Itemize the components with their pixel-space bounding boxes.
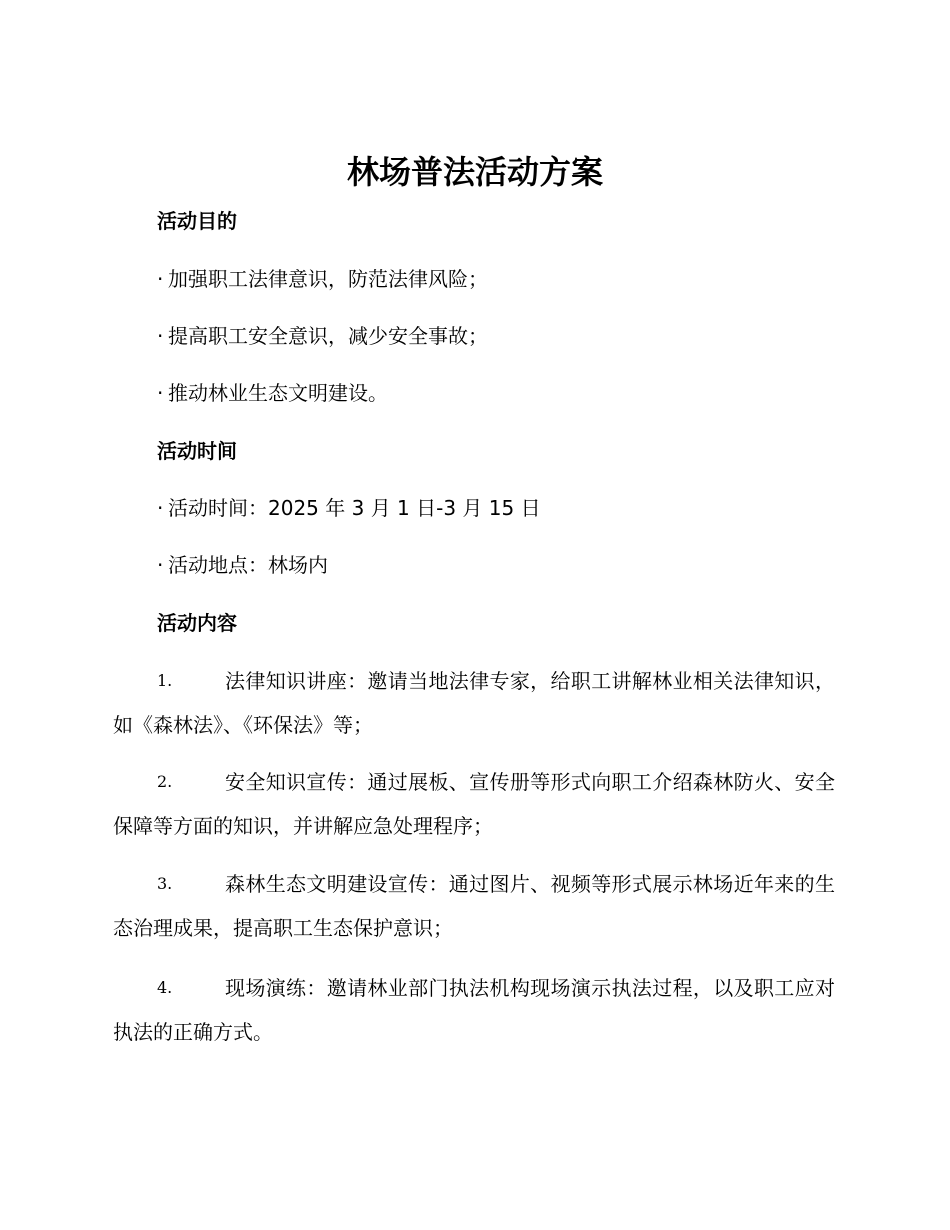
bullet-dot: · xyxy=(157,267,164,291)
item-number: 4. xyxy=(157,978,173,997)
bullet-dot: · xyxy=(157,381,164,405)
bullet-text: 活动时间：2025 年 3 月 1 日-3 月 15 日 xyxy=(168,496,541,520)
bullet-item xyxy=(157,550,328,580)
bullet-dot: · xyxy=(157,553,164,577)
item-text: 现场演练：邀请林业部门执法机构现场演示执法过程，以及职工应对执法的正确方式。 xyxy=(113,976,835,1044)
numbered-item xyxy=(113,659,835,747)
bullet-dot: · xyxy=(157,496,164,520)
numbered-item xyxy=(113,862,835,950)
bullet-dot: · xyxy=(157,324,164,348)
bullet-item xyxy=(157,493,541,523)
bullet-text: 活动地点：林场内 xyxy=(168,553,328,577)
item-number: 1. xyxy=(157,671,173,690)
bullet-text: 提高职工安全意识，减少安全事故； xyxy=(168,324,488,348)
section-heading-purpose: 活动目的 xyxy=(157,209,237,233)
bullet-text: 加强职工法律意识，防范法律风险； xyxy=(168,267,488,291)
item-text: 法律知识讲座：邀请当地法律专家，给职工讲解林业相关法律知识，如《森林法》、《环保法》等； xyxy=(113,669,835,737)
section-heading-time: 活动时间 xyxy=(157,439,237,463)
numbered-item xyxy=(113,760,835,848)
bullet-item xyxy=(157,321,488,351)
bullet-item xyxy=(157,264,488,294)
section-heading-content: 活动内容 xyxy=(157,611,237,635)
bullet-item xyxy=(157,378,388,408)
item-text: 森林生态文明建设宣传：通过图片、视频等形式展示林场近年来的生态治理成果，提高职工生态保护意识； xyxy=(113,872,835,940)
item-text: 安全知识宣传：通过展板、宣传册等形式向职工介绍森林防火、安全保障等方面的知识，并讲解应急处理程序； xyxy=(113,770,835,838)
page-title: 林场普法活动方案 xyxy=(346,153,603,191)
item-number: 2. xyxy=(157,772,173,791)
numbered-item xyxy=(113,966,835,1054)
item-number: 3. xyxy=(157,874,173,893)
bullet-text: 推动林业生态文明建设。 xyxy=(168,381,388,405)
